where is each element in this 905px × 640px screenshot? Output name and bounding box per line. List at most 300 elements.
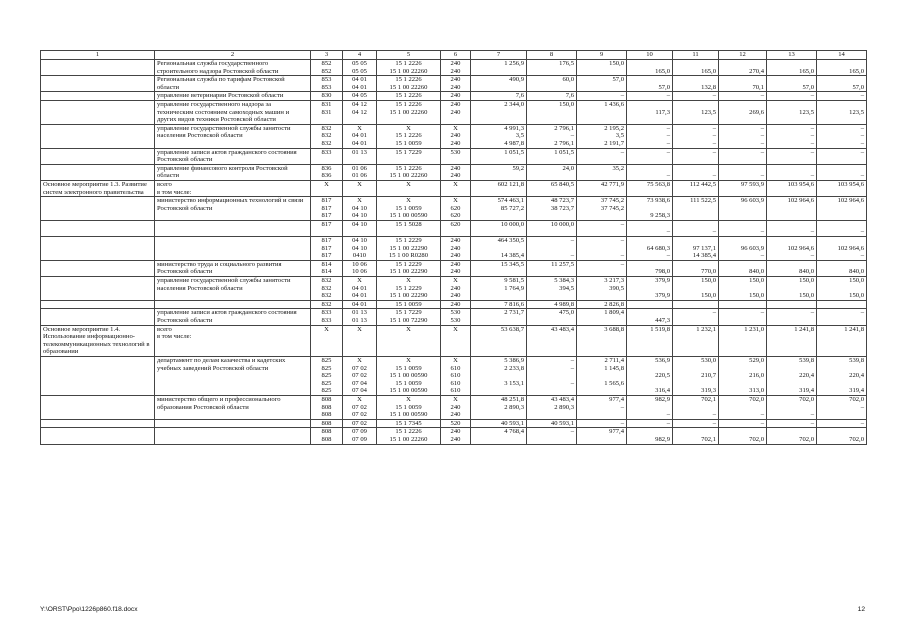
value-cell: 9 581,5 1 764,9 <box>471 277 527 301</box>
table-row <box>41 325 867 356</box>
value-cell: 165,0 <box>767 60 817 76</box>
value-cell: 539,8 220,4 319,4 <box>767 356 817 395</box>
value-cell: 15 1 2229 15 1 00 22290 15 1 00 R0280 <box>377 237 441 261</box>
value-cell: 57,0 <box>577 76 627 92</box>
value-cell: X 15 1 2229 15 1 00 22290 <box>377 277 441 301</box>
value-cell: – <box>719 419 767 428</box>
value-cell: 4 989,8 <box>527 300 577 309</box>
value-cell: 530 <box>441 148 471 164</box>
value-cell: 702,0 – <box>719 395 767 419</box>
value-cell: 817 817 817 <box>311 237 343 261</box>
value-cell: 4 991,3 3,5 4 987,8 <box>471 124 527 148</box>
value-cell: 111 522,5 <box>673 197 719 221</box>
activity-cell <box>41 237 155 261</box>
activity-cell <box>41 92 155 101</box>
value-cell: 165,0 <box>817 60 867 76</box>
value-cell: 3 688,8 <box>577 325 627 356</box>
value-cell: 270,4 <box>719 60 767 76</box>
value-cell: 836 836 <box>311 164 343 180</box>
value-cell: 832 832 832 <box>311 277 343 301</box>
table-row <box>41 356 867 395</box>
activity-cell <box>41 220 155 236</box>
value-cell: – <box>577 220 627 236</box>
value-cell: X <box>441 325 471 356</box>
value-cell: – <box>817 164 867 180</box>
value-cell: 176,5 <box>527 60 577 76</box>
value-cell: 702,0 <box>817 428 867 444</box>
value-cell: – <box>577 92 627 101</box>
value-cell: 833 <box>311 148 343 164</box>
value-cell: – <box>767 220 817 236</box>
value-cell: 15 1 5028 <box>377 220 441 236</box>
table-row <box>41 124 867 148</box>
activity-cell: Основное мероприятие 1.3. Развитие систем электронного правительства <box>41 180 155 196</box>
value-cell: X 15 1 0059 15 1 00 00590 15 1 0059 15 1 00 00590 <box>377 356 441 395</box>
footer-page-number: 12 <box>857 606 865 613</box>
table-row <box>41 237 867 261</box>
table-row <box>41 309 867 325</box>
value-cell: 57,0 <box>767 76 817 92</box>
value-cell: 2 731,7 <box>471 309 527 325</box>
value-cell: 240 240 <box>441 100 471 124</box>
value-cell: X 07 02 07 02 07 04 07 04 <box>343 356 377 395</box>
value-cell: 464 350,5 14 385,4 <box>471 237 527 261</box>
value-cell: 102 964,6 <box>767 197 817 221</box>
column-header: 2 <box>155 51 311 60</box>
value-cell: 01 06 01 06 <box>343 164 377 180</box>
value-cell: 982,9 – <box>627 395 673 419</box>
value-cell: 529,0 216,0 313,0 <box>719 356 767 395</box>
column-header: 11 <box>673 51 719 60</box>
value-cell <box>673 300 719 309</box>
value-cell: 132,8 <box>673 76 719 92</box>
value-cell: 240 240 <box>441 428 471 444</box>
value-cell: 977,4 <box>577 428 627 444</box>
activity-cell <box>41 419 155 428</box>
value-cell: 1 232,1 <box>673 325 719 356</box>
value-cell: 64 680,3 – <box>627 237 673 261</box>
value-cell: 379,9 379,9 <box>627 277 673 301</box>
value-cell: 702,0 <box>767 428 817 444</box>
value-cell: 490,9 <box>471 76 527 92</box>
executor-cell: всего в том числе: <box>155 325 311 356</box>
value-cell: 825 825 825 825 825 <box>311 356 343 395</box>
value-cell: 2 344,0 <box>471 100 527 124</box>
value-cell: 240 240 <box>441 76 471 92</box>
value-cell: 536,9 220,5 316,4 <box>627 356 673 395</box>
value-cell: 102 964,6 <box>817 197 867 221</box>
value-cell: 37 745,2 37 745,2 <box>577 197 627 221</box>
value-cell: 15 1 7229 15 1 00 72290 <box>377 309 441 325</box>
value-cell: 530 530 <box>441 309 471 325</box>
activity-cell <box>41 124 155 148</box>
value-cell: 7 816,6 <box>471 300 527 309</box>
value-cell: – <box>767 92 817 101</box>
value-cell: 1 519,8 <box>627 325 673 356</box>
value-cell: 808 808 808 <box>311 395 343 419</box>
table-row <box>41 180 867 196</box>
value-cell: 96 603,9 – <box>719 237 767 261</box>
value-cell: 10 06 10 06 <box>343 260 377 276</box>
value-cell: 15 1 2226 15 1 00 22260 <box>377 76 441 92</box>
executor-cell: управление государственной службы занятости населения Ростовской области <box>155 277 311 301</box>
value-cell: – <box>817 92 867 101</box>
value-cell: 1 241,8 <box>767 325 817 356</box>
value-cell: X 610 610 610 610 <box>441 356 471 395</box>
value-cell: X 240 240 <box>441 124 471 148</box>
activity-cell <box>41 300 155 309</box>
value-cell: 04 01 <box>343 300 377 309</box>
value-cell: 574 463,1 85 727,2 <box>471 197 527 221</box>
value-cell: – – – <box>627 124 673 148</box>
value-cell: – – – <box>527 356 577 395</box>
value-cell: 07 09 07 09 <box>343 428 377 444</box>
value-cell: X 04 01 04 01 <box>343 277 377 301</box>
value-cell: 814 814 <box>311 260 343 276</box>
value-cell: 475,0 <box>527 309 577 325</box>
executor-cell: управление государственного надзора за техническим состоянием самоходных машин и других видов техники Ростовской области <box>155 100 311 124</box>
activity-cell <box>41 356 155 395</box>
executor-cell: Региональная служба государственного строительного надзора Ростовской области <box>155 60 311 76</box>
column-header: 4 <box>343 51 377 60</box>
value-cell: 1 231,0 <box>719 325 767 356</box>
value-cell: 150,0 150,0 <box>767 277 817 301</box>
value-cell: 833 833 <box>311 309 343 325</box>
value-cell: – – <box>577 237 627 261</box>
executor-cell <box>155 428 311 444</box>
value-cell: 70,1 <box>719 76 767 92</box>
value-cell: 520 <box>441 419 471 428</box>
activity-cell <box>41 164 155 180</box>
value-cell: X 620 620 <box>441 197 471 221</box>
value-cell: – – <box>527 237 577 261</box>
value-cell: – – – <box>673 124 719 148</box>
value-cell: 117,3 <box>627 100 673 124</box>
value-cell: – <box>673 220 719 236</box>
executor-cell <box>155 237 311 261</box>
value-cell: X <box>311 180 343 196</box>
value-cell: 01 13 <box>343 148 377 164</box>
value-cell: 123,5 <box>673 100 719 124</box>
value-cell: 269,6 <box>719 100 767 124</box>
value-cell: 240 240 240 <box>441 237 471 261</box>
value-cell: X 15 1 2226 15 1 0059 <box>377 124 441 148</box>
value-cell: 620 <box>441 220 471 236</box>
value-cell: 15 1 2226 15 1 00 22260 <box>377 428 441 444</box>
value-cell <box>817 300 867 309</box>
value-cell: X <box>311 325 343 356</box>
value-cell: 240 240 <box>441 164 471 180</box>
value-cell: X <box>377 325 441 356</box>
value-cell: 15 345,5 <box>471 260 527 276</box>
value-cell: X 04 10 04 10 <box>343 197 377 221</box>
value-cell: – <box>673 419 719 428</box>
activity-cell <box>41 76 155 92</box>
value-cell: 04 05 <box>343 92 377 101</box>
value-cell: 24,0 <box>527 164 577 180</box>
table-row <box>41 395 867 419</box>
value-cell: – <box>673 92 719 101</box>
value-cell: 150,0 150,0 <box>719 277 767 301</box>
value-cell: 102 964,6 – <box>767 237 817 261</box>
executor-cell <box>155 300 311 309</box>
value-cell: 3 217,3 390,5 <box>577 277 627 301</box>
value-cell: 15 1 2226 15 1 00 22260 <box>377 60 441 76</box>
value-cell: 103 954,6 <box>767 180 817 196</box>
value-cell: 165,0 <box>627 60 673 76</box>
value-cell: 832 <box>311 300 343 309</box>
value-cell: 240 <box>441 300 471 309</box>
value-cell: 15 1 2229 15 1 00 22290 <box>377 260 441 276</box>
value-cell: 1 436,6 <box>577 100 627 124</box>
value-cell: – <box>719 164 767 180</box>
value-cell: – <box>817 148 867 164</box>
activity-cell <box>41 148 155 164</box>
value-cell: 150,0 150,0 <box>817 277 867 301</box>
value-cell: 15 1 0059 <box>377 300 441 309</box>
value-cell: 15 1 2226 <box>377 92 441 101</box>
value-cell: 42 771,9 <box>577 180 627 196</box>
value-cell: 853 853 <box>311 76 343 92</box>
value-cell: 11 257,5 <box>527 260 577 276</box>
value-cell: 43 483,4 <box>527 325 577 356</box>
value-cell: – <box>719 309 767 325</box>
value-cell: 05 05 05 05 <box>343 60 377 76</box>
value-cell: – – – <box>767 124 817 148</box>
value-cell: 2 796,1 – 2 796,1 <box>527 124 577 148</box>
value-cell: 2 826,8 <box>577 300 627 309</box>
value-cell: – <box>719 92 767 101</box>
value-cell: 977,4 – <box>577 395 627 419</box>
value-cell: 123,5 <box>817 100 867 124</box>
value-cell: 808 808 <box>311 428 343 444</box>
table-header-row <box>41 51 867 60</box>
activity-cell <box>41 428 155 444</box>
value-cell: 35,2 <box>577 164 627 180</box>
value-cell: 240 240 <box>441 260 471 276</box>
value-cell: – <box>767 148 817 164</box>
value-cell: – <box>817 419 867 428</box>
value-cell: 702,0 – <box>817 395 867 419</box>
value-cell: – <box>767 164 817 180</box>
value-cell: 1 809,4 <box>577 309 627 325</box>
value-cell: 07 02 <box>343 419 377 428</box>
value-cell: – <box>577 260 627 276</box>
column-header: 6 <box>441 51 471 60</box>
value-cell: 840,0 <box>767 260 817 276</box>
executor-cell <box>155 419 311 428</box>
value-cell: – <box>817 309 867 325</box>
value-cell: 5 384,3 394,5 <box>527 277 577 301</box>
value-cell <box>767 300 817 309</box>
activity-cell <box>41 277 155 301</box>
value-cell: 96 603,9 <box>719 197 767 221</box>
column-header: 9 <box>577 51 627 60</box>
value-cell: 43 483,4 2 890,3 <box>527 395 577 419</box>
value-cell: 4 768,4 <box>471 428 527 444</box>
activity-cell <box>41 395 155 419</box>
value-cell <box>719 300 767 309</box>
value-cell: – <box>673 148 719 164</box>
value-cell: – <box>527 428 577 444</box>
value-cell: 15 1 2226 15 1 00 22260 <box>377 100 441 124</box>
value-cell: 852 852 <box>311 60 343 76</box>
value-cell: 150,0 <box>577 60 627 76</box>
value-cell: X <box>441 180 471 196</box>
value-cell: 165,0 <box>673 60 719 76</box>
value-cell: 40 593,1 <box>527 419 577 428</box>
value-cell: X 15 1 0059 15 1 00 00590 <box>377 395 441 419</box>
activity-cell <box>41 100 155 124</box>
value-cell: 240 240 <box>441 60 471 76</box>
value-cell: 702,1 – <box>673 395 719 419</box>
value-cell: 539,8 220,4 319,4 <box>817 356 867 395</box>
value-cell: – <box>627 419 673 428</box>
value-cell: 240 <box>441 92 471 101</box>
value-cell: 97 137,1 14 385,4 <box>673 237 719 261</box>
value-cell: X 04 01 04 01 <box>343 124 377 148</box>
value-cell: 808 <box>311 419 343 428</box>
executor-cell: управление записи актов гражданского состояния Ростовской области <box>155 309 311 325</box>
value-cell: – <box>627 164 673 180</box>
value-cell: – <box>767 419 817 428</box>
column-header: 1 <box>41 51 155 60</box>
value-cell: – <box>627 220 673 236</box>
value-cell: 04 12 04 12 <box>343 100 377 124</box>
document-table <box>40 50 867 445</box>
value-cell: 53 638,7 <box>471 325 527 356</box>
value-cell: 447,3 <box>627 309 673 325</box>
value-cell: – <box>673 309 719 325</box>
value-cell: 817 817 817 <box>311 197 343 221</box>
value-cell: 7,6 <box>471 92 527 101</box>
value-cell: – <box>627 92 673 101</box>
value-cell: 15 1 7229 <box>377 148 441 164</box>
value-cell: 112 442,5 <box>673 180 719 196</box>
footer-file-path: Y:\ORST\Ppo\1226p860.f18.docx <box>40 606 138 613</box>
value-cell: – <box>673 164 719 180</box>
value-cell: 10 000,0 <box>471 220 527 236</box>
value-cell: 15 1 2226 15 1 00 22260 <box>377 164 441 180</box>
table-row <box>41 197 867 221</box>
table-row <box>41 148 867 164</box>
value-cell: 65 840,5 <box>527 180 577 196</box>
table-row <box>41 100 867 124</box>
value-cell: 150,0 <box>527 100 577 124</box>
value-cell: 48 723,7 38 723,7 <box>527 197 577 221</box>
value-cell: – <box>817 220 867 236</box>
value-cell: 831 831 <box>311 100 343 124</box>
executor-cell: министерство информационных технологий и связи Ростовской области <box>155 197 311 221</box>
value-cell: 60,0 <box>527 76 577 92</box>
value-cell: 982,9 <box>627 428 673 444</box>
value-cell: 103 954,6 <box>817 180 867 196</box>
value-cell <box>627 300 673 309</box>
executor-cell: Региональная служба по тарифам Ростовской области <box>155 76 311 92</box>
value-cell: 5 386,9 2 233,8 3 153,1 <box>471 356 527 395</box>
value-cell: 2 195,2 3,5 2 191,7 <box>577 124 627 148</box>
activity-cell: Основное мероприятие 1.4. Использование информационно-телекоммуникационных технологий в образовании <box>41 325 155 356</box>
value-cell: 530,0 210,7 319,3 <box>673 356 719 395</box>
value-cell: 702,0 <box>719 428 767 444</box>
value-cell: X <box>377 180 441 196</box>
value-cell: 73 938,6 9 258,3 <box>627 197 673 221</box>
value-cell: X 240 240 <box>441 277 471 301</box>
value-cell: 04 10 <box>343 220 377 236</box>
value-cell: 01 13 01 13 <box>343 309 377 325</box>
table-row <box>41 92 867 101</box>
value-cell: – <box>627 148 673 164</box>
activity-cell <box>41 197 155 221</box>
value-cell: X <box>343 180 377 196</box>
executor-cell: департамент по делам казачества и кадетских учебных заведений Ростовской области <box>155 356 311 395</box>
executor-cell <box>155 220 311 236</box>
value-cell: 04 01 04 01 <box>343 76 377 92</box>
value-cell: 102 964,6 – <box>817 237 867 261</box>
column-header: 7 <box>471 51 527 60</box>
value-cell: 97 593,9 <box>719 180 767 196</box>
column-header: 14 <box>817 51 867 60</box>
value-cell: 123,5 <box>767 100 817 124</box>
value-cell: 1 256,9 <box>471 60 527 76</box>
value-cell: X <box>343 325 377 356</box>
value-cell: – <box>767 309 817 325</box>
table-row <box>41 76 867 92</box>
value-cell: 75 563,8 <box>627 180 673 196</box>
table-row <box>41 419 867 428</box>
value-cell: 840,0 <box>817 260 867 276</box>
value-cell: 57,0 <box>817 76 867 92</box>
value-cell: 817 <box>311 220 343 236</box>
column-header: 13 <box>767 51 817 60</box>
value-cell: 59,2 <box>471 164 527 180</box>
executor-cell: управление государственной службы занятости населения Ростовской области <box>155 124 311 148</box>
value-cell: 57,0 <box>627 76 673 92</box>
value-cell: 830 <box>311 92 343 101</box>
value-cell: 1 051,5 <box>471 148 527 164</box>
executor-cell: всего в том числе: <box>155 180 311 196</box>
value-cell: 1 241,8 <box>817 325 867 356</box>
value-cell: X 15 1 0059 15 1 00 00590 <box>377 197 441 221</box>
value-cell: 770,0 <box>673 260 719 276</box>
executor-cell: министерство труда и социального развития Ростовской области <box>155 260 311 276</box>
column-header: 3 <box>311 51 343 60</box>
executor-cell: министерство общего и профессионального образования Ростовской области <box>155 395 311 419</box>
value-cell: X 07 02 07 02 <box>343 395 377 419</box>
activity-cell <box>41 260 155 276</box>
table-row <box>41 300 867 309</box>
column-header: 8 <box>527 51 577 60</box>
activity-cell <box>41 309 155 325</box>
executor-cell: управление записи актов гражданского состояния Ростовской области <box>155 148 311 164</box>
activity-cell <box>41 60 155 76</box>
value-cell: – <box>719 220 767 236</box>
value-cell: – – – <box>817 124 867 148</box>
value-cell: 2 711,4 1 145,8 1 565,6 <box>577 356 627 395</box>
value-cell: 7,6 <box>527 92 577 101</box>
table-row <box>41 220 867 236</box>
value-cell: 150,0 150,0 <box>673 277 719 301</box>
value-cell: 602 121,8 <box>471 180 527 196</box>
column-header: 12 <box>719 51 767 60</box>
table-row <box>41 277 867 301</box>
column-header: 5 <box>377 51 441 60</box>
value-cell: 702,1 <box>673 428 719 444</box>
executor-cell: управление финансового контроля Ростовской области <box>155 164 311 180</box>
value-cell: 40 593,1 <box>471 419 527 428</box>
executor-cell: управление ветеринарии Ростовской области <box>155 92 311 101</box>
value-cell: – <box>719 148 767 164</box>
